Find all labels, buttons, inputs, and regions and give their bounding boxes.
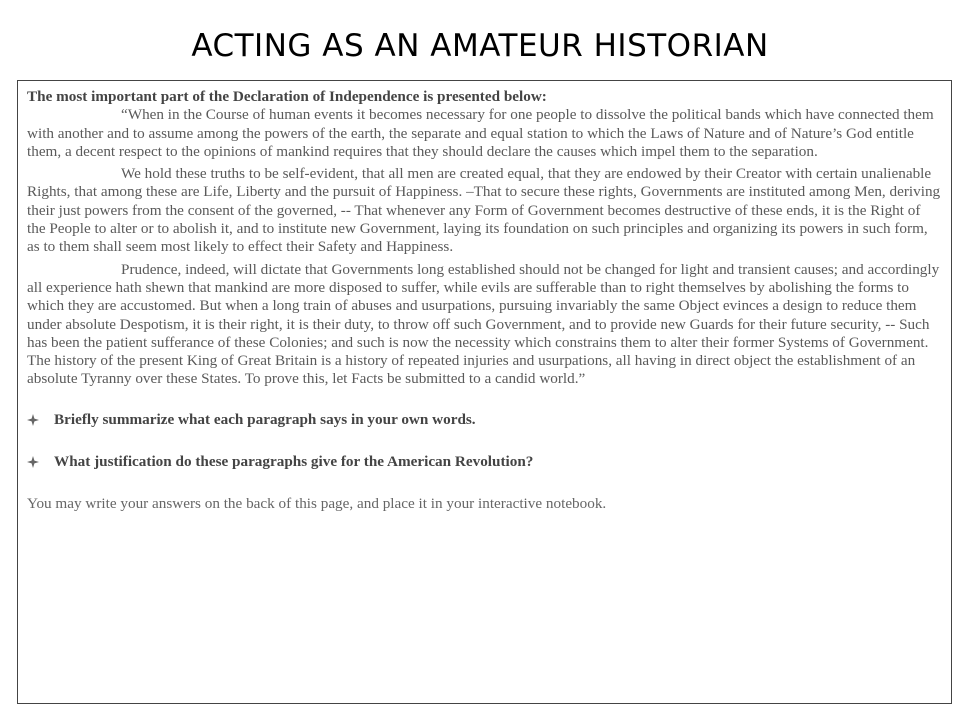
diamond-bullet-icon [27,456,39,468]
paragraph-3: Prudence, indeed, will dictate that Governments long established should not be changed for light and transient causes; and accordingly all experience hath shewn that mankind are more disposed to suffer, while evils are sufferable than to right themselves by abolishing the forms to which they are accustomed. But when a long train of abuses and usurpations, pursuing invariably the same Object evinces a design to reduce them under absolute Despotism, it is their right, it is their duty, to throw off such Government, and to provide new Guards for their future security, -- Such has been the patient sufferance of these Colonies; and such is now the necessity which constrains them to alter their former Systems of Government. The history of the present King of Great Britain is a history of repeated injuries and usurpations, all having in direct object the establishment of an absolute Tyranny over these States. To prove this, let Facts be submitted to a candid world.” [27,260,940,388]
diamond-bullet-icon [27,414,39,426]
question-2-text: What justification do these paragraphs give for the American Revolution? [54,453,534,471]
paragraph-2: We hold these truths to be self-evident, that all men are created equal, that they are endowed by their Creator with certain unalienable Rights, that among these are Life, Liberty and the pursuit of Happiness. –That to secure these rights, Governments are instituted among Men, deriving their just powers from the consent of the governed, -- That whenever any Form of Government becomes destructive of these ends, it is the Right of the People to alter or to abolish it, and to institute new Government, laying its foundation on such principles and organizing its powers in such form, as to them shall seem most likely to effect their Safety and Happiness. [27,165,941,256]
page-title: ACTING AS AN AMATEUR HISTORIAN [191,28,769,64]
question-item [27,453,941,471]
paragraph-1: “When in the Course of human events it becomes necessary for one people to dissolve the political bands which have connected them with another and to assume among the powers of the earth, the separate and equal station to which the Laws of Nature and of Nature’s God entitle them, a decent respect to the opinions of mankind requires that they should declare the causes which impel them to the separation. [27,106,934,160]
instruction-note: You may write your answers on the back of this page, and place it in your interactive notebook. [27,495,607,513]
intro-text: The most important part of the Declaration of Independence is presented below: [27,88,547,105]
question-1-text: Briefly summarize what each paragraph says in your own words. [54,410,476,428]
content-box [17,80,952,704]
question-list [27,411,941,472]
question-item [27,411,941,429]
